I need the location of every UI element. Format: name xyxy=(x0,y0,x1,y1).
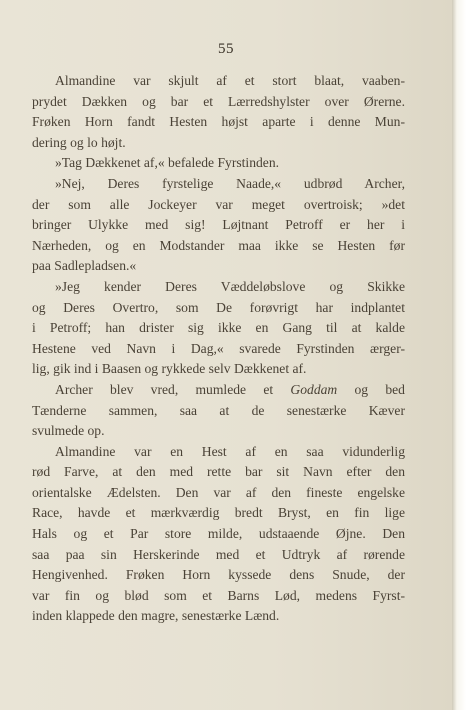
paragraph xyxy=(32,442,405,627)
text-line: Almandine var en Hest af en saa vidunderlig xyxy=(55,443,405,459)
text-line: paa Sadlepladsen.« xyxy=(32,258,137,274)
text-line: »Jeg kender Deres Væddeløbslove og Skikke xyxy=(55,278,405,294)
page-number: 55 xyxy=(218,41,234,57)
text-line: Hengivenhed. Frøken Horn kyssede dens Snude, der xyxy=(32,567,405,583)
text-line: Hestene ved Navn i Dag,« svarede Fyrstinden ærger- xyxy=(32,340,405,356)
text-line: prydet Dækken og bar et Lærredshylster over Ørerne. xyxy=(32,93,405,109)
text-line: svulmede op. xyxy=(32,423,105,439)
paragraph xyxy=(32,380,405,442)
italic-word: Goddam xyxy=(290,381,338,397)
paragraph xyxy=(32,174,405,277)
text-line: Almandine var skjult af et stort blaat, vaaben- xyxy=(55,73,405,88)
paragraph xyxy=(32,153,405,174)
text-line: bringer Ulykke med sig! Løjtnant Petroff er her i xyxy=(32,217,405,233)
text-line: var fin og blød som et Barns Lød, medens Fyrst- xyxy=(32,587,405,603)
text-line: i Petroff; han drister sig ikke en Gang til at kalde xyxy=(32,320,405,336)
paragraph xyxy=(32,277,405,380)
text-line: orientalske Ædelsten. Den var af den fineste engelske xyxy=(32,484,405,500)
text-line: dering og lo højt. xyxy=(32,134,126,150)
text-line: Tænderne sammen, saa at de senestærke Kæver xyxy=(32,402,405,418)
text-line: Frøken Horn fandt Hesten højst aparte i denne Mun- xyxy=(32,114,405,130)
text-line: Nærheden, og en Modstander maa ikke se Hesten før xyxy=(32,237,405,253)
text-line: saa paa sin Herskerinde med et Udtryk af rørende xyxy=(32,546,405,562)
text-line: »Nej, Deres fyrstelige Naade,« udbrød Archer, xyxy=(55,175,405,191)
text-line: rød Farve, at den med rette bar sit Navn efter den xyxy=(32,464,405,480)
text-line: lig, gik ind i Baasen og rykkede selv Dækkenet af. xyxy=(32,361,307,377)
page-edge xyxy=(452,0,466,710)
text-line: Race, havde et mærkværdig bredt Bryst, en fin lige xyxy=(32,505,405,521)
text-segment: og bed xyxy=(354,381,405,397)
text-line: »Tag Dækkenet af,« befalede Fyrstinden. xyxy=(55,155,280,171)
text-line: inden klappede den magre, senestærke Lænd. xyxy=(32,608,280,624)
text-line: Hals og et Par store milde, udstaaende Øjne. Den xyxy=(32,526,405,542)
text-line: der som alle Jockeyer var meget overtroisk; »det xyxy=(32,196,405,212)
text-line-with-italic xyxy=(32,380,405,401)
text-segment: Archer blev vred, mumlede et xyxy=(55,381,274,397)
text-line: og Deres Overtro, som De forøvrigt har indplantet xyxy=(32,299,405,315)
body-text xyxy=(32,71,405,627)
paragraph xyxy=(32,71,405,153)
